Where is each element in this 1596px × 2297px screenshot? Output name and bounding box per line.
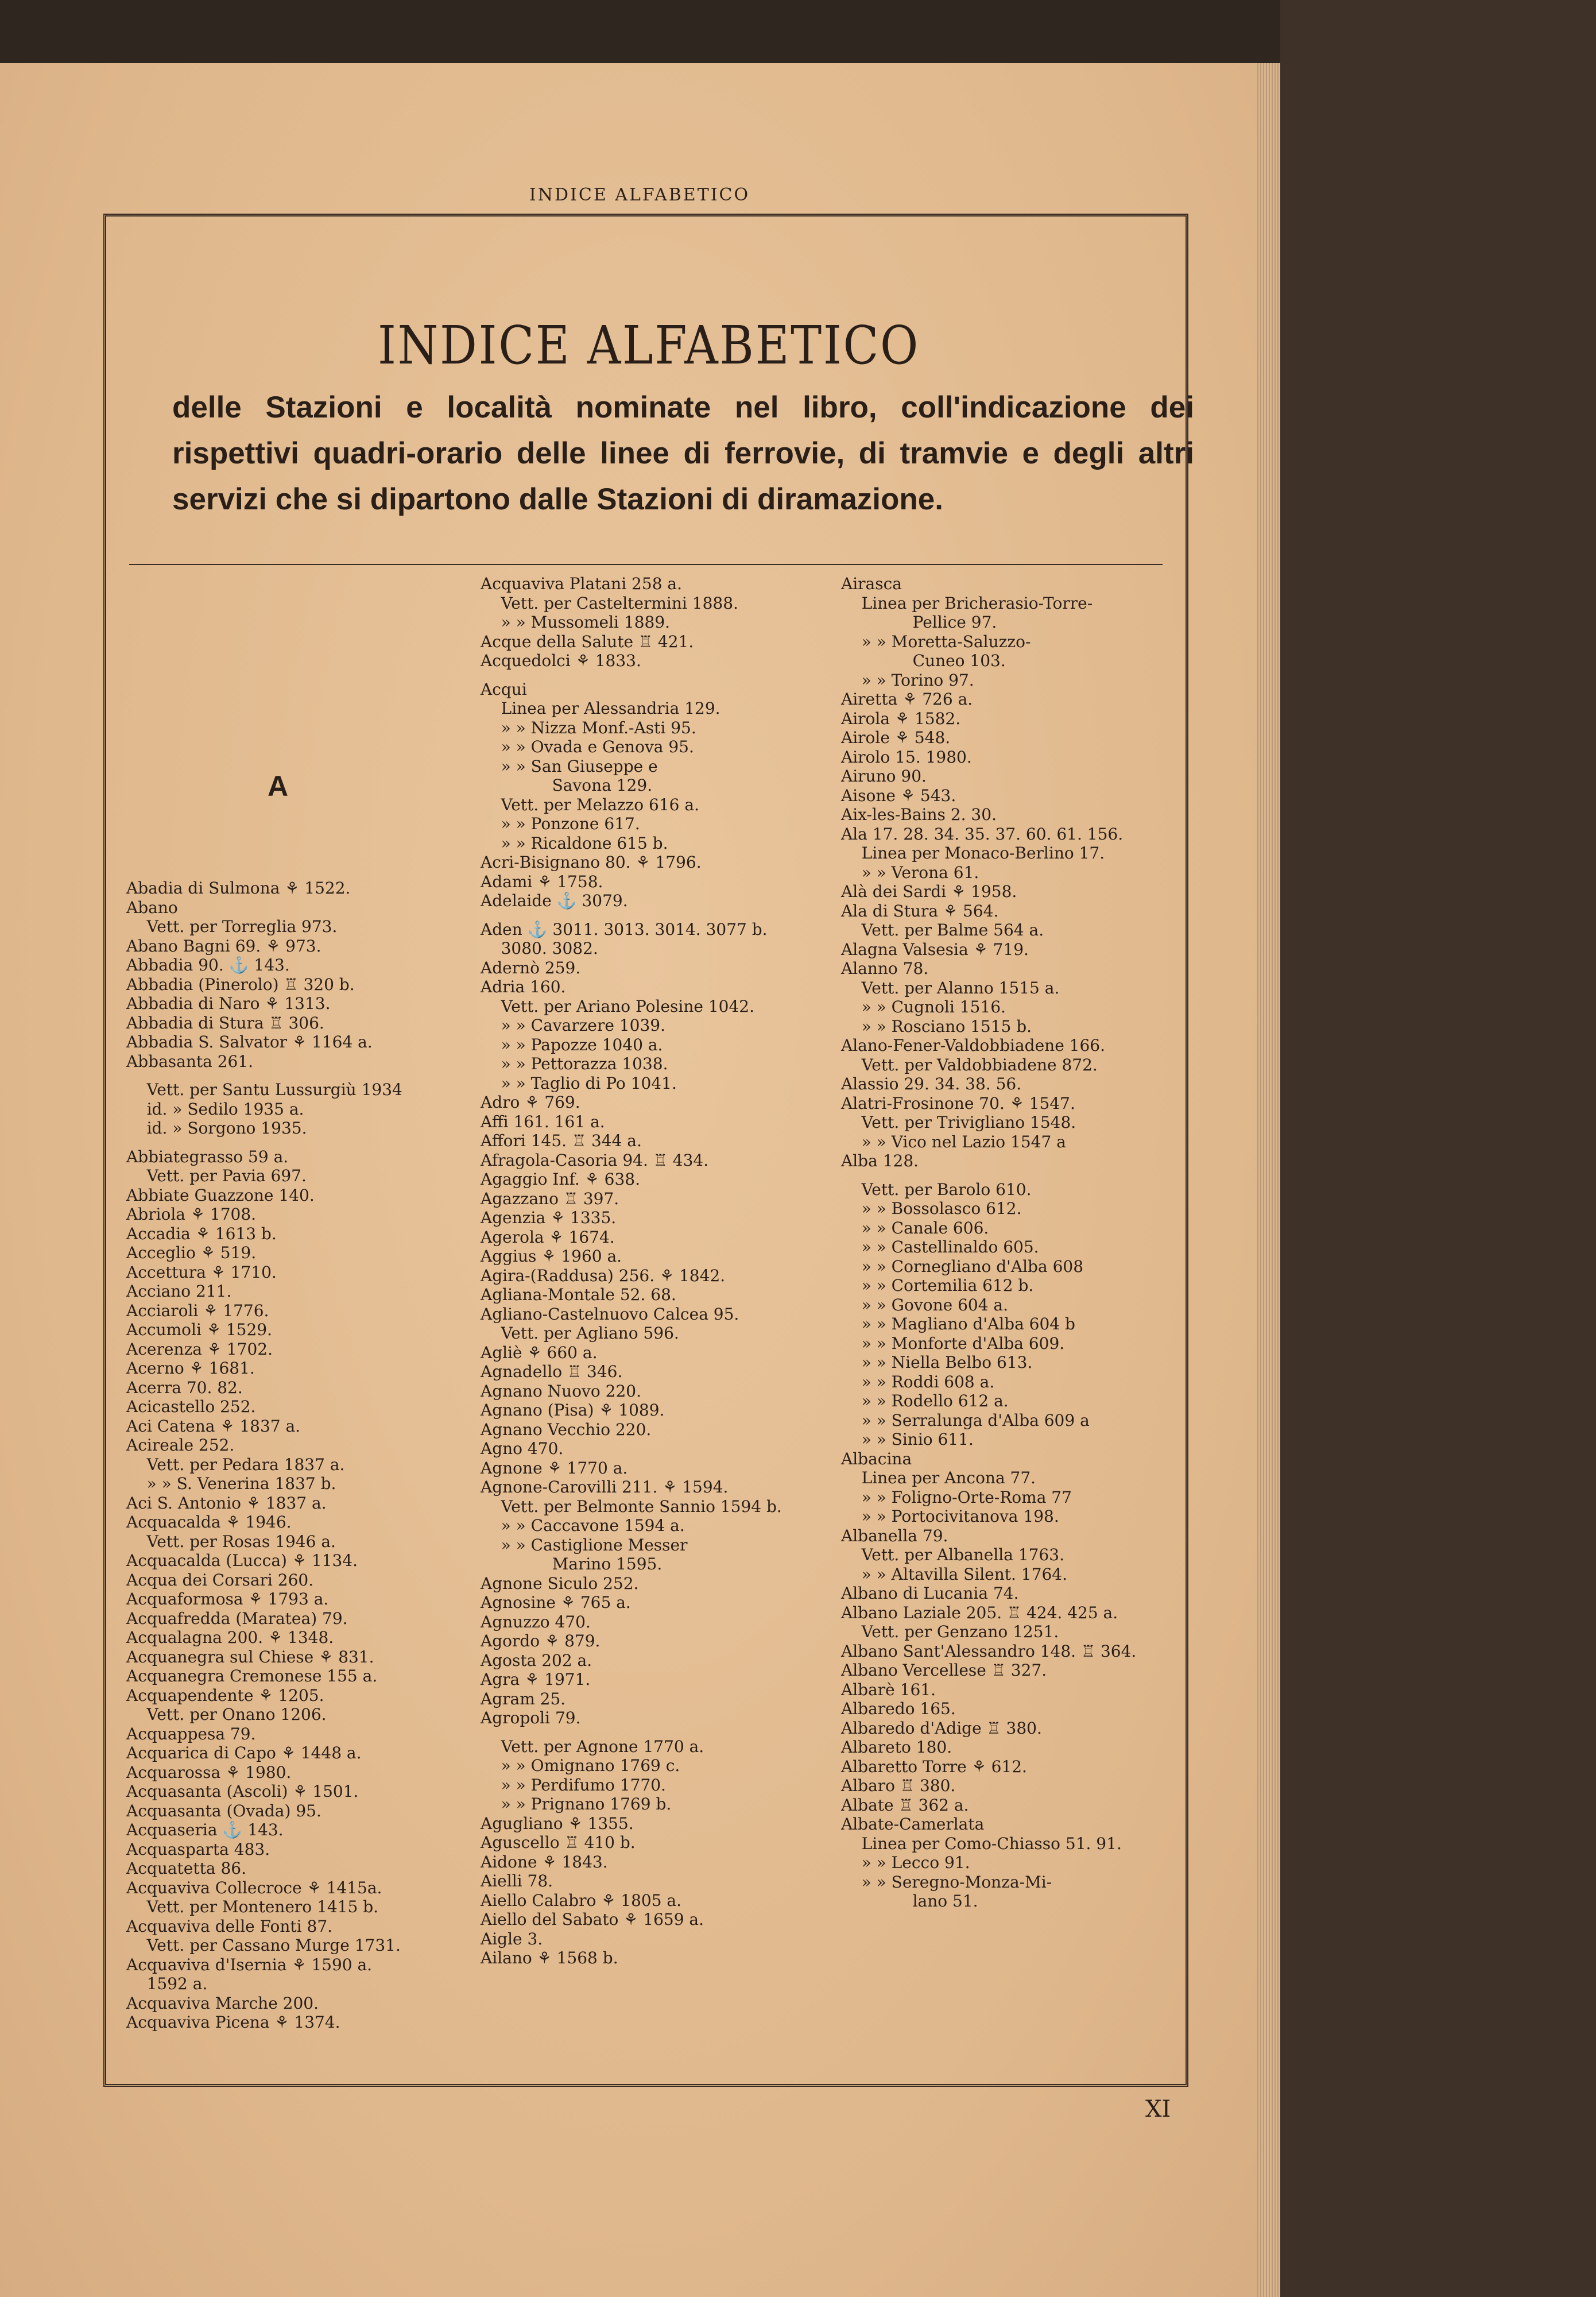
index-entry: Abadia di Sulmona ⚘ 1522. bbox=[126, 879, 351, 898]
index-entry: Aiello Calabro ⚘ 1805 a. bbox=[481, 1890, 681, 1910]
index-entry: Affi 161. 161 a. bbox=[481, 1112, 605, 1131]
index-entry: Acqua dei Corsari 260. bbox=[126, 1570, 314, 1590]
index-entry: Agra ⚘ 1971. bbox=[481, 1670, 591, 1689]
index-entry: Linea per Bricherasio-Torre- bbox=[841, 593, 1093, 613]
index-entry: Abriola ⚘ 1708. bbox=[126, 1205, 257, 1224]
index-entry: Alba 128. bbox=[841, 1151, 919, 1170]
index-entry: Aci S. Antonio ⚘ 1837 a. bbox=[126, 1493, 327, 1513]
index-entry: Aix-les-Bains 2. 30. bbox=[841, 805, 997, 824]
index-entry: Abbiate Guazzone 140. bbox=[126, 1185, 315, 1205]
index-entry: Abbasanta 261. bbox=[126, 1051, 254, 1071]
index-entry: Vett. per Pedara 1837 a. bbox=[126, 1455, 345, 1474]
index-entry: » » San Giuseppe e bbox=[481, 756, 658, 776]
index-entry: Abbadia 90. ⚓ 143. bbox=[126, 956, 290, 975]
index-entry: » » Cornegliano d'Alba 608 bbox=[841, 1256, 1084, 1276]
index-entry: » » Taglio di Po 1041. bbox=[481, 1073, 677, 1093]
index-entry: Acquacalda ⚘ 1946. bbox=[126, 1513, 292, 1532]
index-entry: Albacina bbox=[841, 1449, 912, 1468]
index-entry: Agnano Nuovo 220. bbox=[481, 1381, 641, 1401]
index-entry: Agnone-Carovilli 211. ⚘ 1594. bbox=[481, 1478, 729, 1496]
index-entry: Agerola ⚘ 1674. bbox=[481, 1227, 615, 1247]
index-entry: Ailano ⚘ 1568 b. bbox=[481, 1948, 618, 1967]
index-entry: Agnone ⚘ 1770 a. bbox=[481, 1458, 628, 1478]
index-entry: Vett. per Trivigliano 1548. bbox=[841, 1113, 1076, 1132]
entry-spacer bbox=[481, 1728, 782, 1737]
index-entry: Vett. per Valdobbiadene 872. bbox=[841, 1055, 1098, 1074]
index-entry: Acquaviva d'Isernia ⚘ 1590 a. bbox=[126, 1955, 373, 1974]
entry-spacer bbox=[481, 671, 782, 680]
index-entry: Abano bbox=[126, 898, 178, 917]
index-entry: » » Mussomeli 1889. bbox=[481, 613, 671, 632]
index-entry: Acquappesa 79. bbox=[126, 1724, 256, 1743]
index-entry: Alagna Valsesia ⚘ 719. bbox=[841, 939, 1029, 959]
index-entry: » » Rodello 612 a. bbox=[841, 1391, 1009, 1410]
index-entry: Accadia ⚘ 1613 b. bbox=[126, 1224, 277, 1243]
index-entry: Airolo 15. 1980. bbox=[841, 747, 972, 767]
index-column-3 bbox=[841, 574, 1136, 1911]
index-entry: Acqui bbox=[481, 679, 527, 699]
index-entry: » » Papozze 1040 a. bbox=[481, 1035, 663, 1054]
index-entry: Acquarossa ⚘ 1980. bbox=[126, 1762, 292, 1782]
index-entry: Vett. per Santu Lussurgiù 1934 bbox=[126, 1080, 402, 1099]
index-entry: Acireale 252. bbox=[126, 1436, 235, 1455]
index-entry: » » Sinio 611. bbox=[841, 1430, 974, 1449]
index-entry: » » Bossolasco 612. bbox=[841, 1199, 1022, 1218]
index-entry: Albano Laziale 205. ♖ 424. 425 a. bbox=[841, 1603, 1118, 1622]
index-entry: » » Serralunga d'Alba 609 a bbox=[841, 1410, 1090, 1430]
index-column-1 bbox=[126, 879, 402, 2032]
index-entry: » » Verona 61. bbox=[841, 863, 979, 882]
index-entry: » » Castiglione Messer bbox=[481, 1535, 688, 1554]
index-entry: Agugliano ⚘ 1355. bbox=[481, 1813, 634, 1833]
header-rule bbox=[129, 564, 1163, 565]
index-entry: » » Caccavone 1594 a. bbox=[481, 1516, 685, 1535]
index-entry: » » Ricaldone 615 b. bbox=[481, 833, 668, 853]
index-entry: Albate-Camerlata bbox=[841, 1815, 985, 1834]
index-entry: Acquatetta 86. bbox=[126, 1859, 247, 1878]
page-subtitle: delle Stazioni e località nominate nel libro, coll'indicazione dei rispettivi quadri-orario delle linee di ferrovie, di tramvie e degli altri servizi che si dipartono dalle Stazioni di diramazione. bbox=[172, 390, 1194, 516]
index-entry: Acquapendente ⚘ 1205. bbox=[126, 1685, 324, 1705]
index-entry: Adami ⚘ 1758. bbox=[481, 872, 603, 891]
index-entry: Abano Bagni 69. ⚘ 973. bbox=[126, 936, 321, 956]
index-entry: id. » Sedilo 1935 a. bbox=[126, 1099, 304, 1119]
index-entry: Airole ⚘ 548. bbox=[841, 728, 951, 747]
index-entry: Vett. per Alanno 1515 a. bbox=[841, 978, 1060, 997]
index-entry: Vett. per Belmonte Sannio 1594 b. bbox=[481, 1496, 782, 1516]
index-entry: » » Cugnoli 1516. bbox=[841, 997, 1006, 1016]
index-entry: Abbiategrasso 59 a. bbox=[126, 1147, 289, 1166]
index-entry: » » Pettorazza 1038. bbox=[481, 1054, 668, 1073]
index-entry: » » Castellinaldo 605. bbox=[841, 1238, 1039, 1256]
index-entry: Vett. per Albanella 1763. bbox=[841, 1545, 1064, 1564]
index-entry: Albaredo 165. bbox=[841, 1699, 956, 1718]
index-entry: Agnone Siculo 252. bbox=[481, 1573, 639, 1593]
index-entry: Afragola-Casoria 94. ♖ 434. bbox=[481, 1150, 709, 1170]
index-entry: Acquaviva delle Fonti 87. bbox=[126, 1916, 333, 1936]
index-entry: » » Cortemilia 612 b. bbox=[841, 1276, 1034, 1295]
running-head: INDICE ALFABETICO bbox=[529, 185, 750, 205]
index-entry: Acquedolci ⚘ 1833. bbox=[481, 651, 641, 670]
index-entry: 3080. 3082. bbox=[481, 939, 598, 958]
index-entry: » » Altavilla Silent. 1764. bbox=[841, 1564, 1067, 1584]
page-edge bbox=[1257, 63, 1280, 2297]
index-entry: Acqualagna 200. ⚘ 1348. bbox=[126, 1628, 334, 1647]
index-entry: Alà dei Sardi ⚘ 1958. bbox=[841, 882, 1017, 901]
index-entry: Agordo ⚘ 879. bbox=[481, 1631, 601, 1650]
index-entry: Aigle 3. bbox=[481, 1929, 543, 1948]
index-entry: Acquasparta 483. bbox=[126, 1839, 270, 1859]
index-entry: Adernò 259. bbox=[481, 958, 581, 977]
index-entry: Affori 145. ♖ 344 a. bbox=[481, 1131, 642, 1150]
index-entry: Acciaroli ⚘ 1776. bbox=[126, 1301, 269, 1320]
index-entry: Accumoli ⚘ 1529. bbox=[126, 1320, 272, 1339]
index-entry: Acerra 70. 82. bbox=[126, 1378, 243, 1397]
entry-spacer bbox=[481, 911, 782, 920]
scan-top-band bbox=[0, 0, 1280, 63]
index-entry: Acquanegra sul Chiese ⚘ 831. bbox=[126, 1647, 374, 1666]
index-entry: Acceglio ⚘ 519. bbox=[126, 1243, 257, 1262]
index-entry: Marino 1595. bbox=[481, 1554, 663, 1573]
index-entry: Linea per Monaco-Berlino 17. bbox=[841, 844, 1105, 863]
index-entry: Acquaviva Picena ⚘ 1374. bbox=[126, 2013, 340, 2032]
index-entry: Vett. per Cassano Murge 1731. bbox=[126, 1936, 401, 1955]
index-entry: Aidone ⚘ 1843. bbox=[481, 1852, 608, 1871]
index-entry: Aielli 78. bbox=[481, 1871, 553, 1890]
index-entry: Adria 160. bbox=[481, 977, 566, 996]
index-entry: Airuno 90. bbox=[841, 767, 927, 786]
index-entry: Agnano Vecchio 220. bbox=[481, 1420, 652, 1439]
index-entry: Vett. per Agliano 596. bbox=[481, 1324, 679, 1343]
index-entry: Agira-(Raddusa) 256. ⚘ 1842. bbox=[481, 1266, 726, 1285]
page-number: XI bbox=[1145, 2096, 1171, 2122]
index-entry: Linea per Como-Chiasso 51. 91. bbox=[841, 1834, 1122, 1853]
index-entry: Alatri-Frosinone 70. ⚘ 1547. bbox=[841, 1093, 1075, 1113]
index-entry: lano 51. bbox=[841, 1892, 978, 1911]
index-entry: Acquasanta (Ascoli) ⚘ 1501. bbox=[126, 1782, 359, 1801]
index-entry: Agosta 202 a. bbox=[481, 1650, 592, 1670]
index-entry: Albaro ♖ 380. bbox=[841, 1776, 956, 1795]
index-entry: Abbadia di Naro ⚘ 1313. bbox=[126, 994, 331, 1013]
index-entry: Aden ⚓ 3011. 3013. 3014. 3077 b. bbox=[481, 919, 768, 939]
index-entry: Acquaseria ⚓ 143. bbox=[126, 1820, 284, 1839]
index-entry: Albano di Lucania 74. bbox=[841, 1584, 1019, 1603]
index-entry: Airetta ⚘ 726 a. bbox=[841, 690, 973, 709]
index-entry: Acque della Salute ♖ 421. bbox=[481, 632, 694, 651]
index-entry: » » Perdifumo 1770. bbox=[481, 1775, 666, 1795]
index-entry: Aguscello ♖ 410 b. bbox=[481, 1833, 636, 1852]
index-entry: » » Ovada e Genova 95. bbox=[481, 737, 694, 756]
index-entry: Agliano-Castelnuovo Calcea 95. bbox=[481, 1304, 739, 1324]
index-entry: » » Lecco 91. bbox=[841, 1853, 970, 1872]
index-entry: Vett. per Onano 1206. bbox=[126, 1705, 327, 1724]
index-entry: Acciano 211. bbox=[126, 1282, 232, 1301]
index-entry: Acerno ⚘ 1681. bbox=[126, 1359, 255, 1378]
index-entry: Albareto 180. bbox=[841, 1738, 952, 1757]
index-entry: » » Monforte d'Alba 609. bbox=[841, 1333, 1065, 1353]
index-entry: Agropoli 79. bbox=[481, 1708, 581, 1727]
index-entry: Savona 129. bbox=[481, 776, 653, 795]
index-entry: » » Seregno-Monza-Mi- bbox=[841, 1872, 1052, 1892]
index-entry: Albarè 161. bbox=[841, 1680, 936, 1699]
index-entry: Agliè ⚘ 660 a. bbox=[481, 1343, 598, 1362]
index-entry: Aci Catena ⚘ 1837 a. bbox=[126, 1416, 301, 1436]
index-entry: Vett. per Rosas 1946 a. bbox=[126, 1532, 336, 1551]
entry-spacer bbox=[126, 1138, 402, 1147]
index-entry: Vett. per Genzano 1251. bbox=[841, 1622, 1059, 1641]
index-column-2 bbox=[481, 574, 782, 1968]
index-entry: Abbadia S. Salvator ⚘ 1164 a. bbox=[126, 1033, 373, 1051]
index-entry: » » Cavarzere 1039. bbox=[481, 1016, 666, 1035]
index-entry: Alanno 78. bbox=[841, 959, 929, 978]
index-entry: » » Nizza Monf.-Asti 95. bbox=[481, 718, 696, 737]
index-entry: Acquaviva Platani 258 a. bbox=[481, 574, 682, 593]
index-entry: Acquarica di Capo ⚘ 1448 a. bbox=[126, 1743, 362, 1762]
index-entry: Albanella 79. bbox=[841, 1526, 948, 1545]
index-entry: » » Niella Belbo 613. bbox=[841, 1353, 1033, 1372]
index-entry: » » Roddi 608 a. bbox=[841, 1372, 995, 1391]
index-entry: Pellice 97. bbox=[841, 613, 997, 632]
index-entry: Acri-Bisignano 80. ⚘ 1796. bbox=[481, 853, 702, 872]
index-entry: 1592 a. bbox=[126, 1974, 208, 1993]
index-entry: » » Magliano d'Alba 604 b bbox=[841, 1314, 1075, 1333]
index-entry: Abbadia (Pinerolo) ♖ 320 b. bbox=[126, 975, 355, 994]
index-entry: Acquaviva Marche 200. bbox=[126, 1993, 319, 2013]
index-entry: Acicastello 252. bbox=[126, 1397, 256, 1416]
index-entry: » » Moretta-Saluzzo- bbox=[841, 632, 1031, 651]
index-entry: Agram 25. bbox=[481, 1689, 566, 1708]
index-entry: » » Canale 606. bbox=[841, 1218, 989, 1238]
index-entry: Albate ♖ 362 a. bbox=[841, 1795, 969, 1815]
index-entry: Agazzano ♖ 397. bbox=[481, 1189, 619, 1208]
index-entry: Acquaviva Collecroce ⚘ 1415a. bbox=[126, 1878, 382, 1897]
index-entry: Vett. per Pavia 697. bbox=[126, 1166, 307, 1185]
index-entry: Airola ⚘ 1582. bbox=[841, 709, 961, 728]
index-entry: » » Foligno-Orte-Roma 77 bbox=[841, 1487, 1072, 1507]
index-entry: Agenzia ⚘ 1335. bbox=[481, 1208, 617, 1227]
index-entry: Albaredo d'Adige ♖ 380. bbox=[841, 1718, 1042, 1738]
index-entry: Vett. per Balme 564 a. bbox=[841, 921, 1044, 939]
page-title: INDICE ALFABETICO bbox=[377, 315, 920, 376]
index-entry: Accettura ⚘ 1710. bbox=[126, 1262, 277, 1282]
index-entry: Adro ⚘ 769. bbox=[481, 1093, 580, 1112]
index-entry: Ala di Stura ⚘ 564. bbox=[841, 901, 999, 921]
section-letter: A bbox=[268, 770, 289, 802]
index-entry: » » Omignano 1769 c. bbox=[481, 1756, 680, 1775]
index-entry: Vett. per Ariano Polesine 1042. bbox=[481, 996, 755, 1016]
index-entry: Aiello del Sabato ⚘ 1659 a. bbox=[481, 1910, 704, 1929]
index-entry: Acquafredda (Maratea) 79. bbox=[126, 1608, 348, 1628]
index-entry: Agaggio Inf. ⚘ 638. bbox=[481, 1170, 641, 1189]
index-entry: Albano Sant'Alessandro 148. ♖ 364. bbox=[841, 1641, 1137, 1661]
index-entry: Aggius ⚘ 1960 a. bbox=[481, 1247, 622, 1266]
index-entry: Alano-Fener-Valdobbiadene 166. bbox=[841, 1036, 1106, 1055]
index-entry: Acquacalda (Lucca) ⚘ 1134. bbox=[126, 1551, 358, 1570]
index-entry: Adelaide ⚓ 3079. bbox=[481, 891, 628, 910]
index-entry: Acquaformosa ⚘ 1793 a. bbox=[126, 1590, 329, 1608]
index-entry: Alassio 29. 34. 38. 56. bbox=[841, 1074, 1022, 1093]
index-entry: » » Ponzone 617. bbox=[481, 814, 640, 833]
index-entry: Agnosine ⚘ 765 a. bbox=[481, 1593, 631, 1612]
index-entry: » » Vico nel Lazio 1547 a bbox=[841, 1132, 1066, 1151]
index-entry: » » S. Venerina 1837 b. bbox=[126, 1474, 336, 1493]
index-entry: Aisone ⚘ 543. bbox=[841, 786, 956, 805]
index-entry: Vett. per Melazzo 616 a. bbox=[481, 795, 699, 814]
index-entry: Vett. per Agnone 1770 a. bbox=[481, 1737, 704, 1756]
index-entry: Linea per Alessandria 129. bbox=[481, 699, 720, 718]
index-entry: Airasca bbox=[841, 574, 902, 593]
index-entry: Albano Vercellese ♖ 327. bbox=[841, 1661, 1047, 1680]
index-entry: » » Govone 604 a. bbox=[841, 1295, 1009, 1314]
index-entry: Acerenza ⚘ 1702. bbox=[126, 1339, 273, 1359]
scan-background bbox=[1280, 0, 1596, 2297]
index-entry: Vett. per Torreglia 973. bbox=[126, 917, 338, 936]
index-entry: » » Rosciano 1515 b. bbox=[841, 1016, 1032, 1036]
index-entry: Acquanegra Cremonese 155 a. bbox=[126, 1666, 378, 1685]
index-entry: Agliana-Montale 52. 68. bbox=[481, 1285, 676, 1304]
index-entry: Agnuzzo 470. bbox=[481, 1612, 591, 1631]
index-entry: Cuneo 103. bbox=[841, 651, 1006, 670]
index-entry: Agnadello ♖ 346. bbox=[481, 1362, 623, 1381]
index-entry: Linea per Ancona 77. bbox=[841, 1468, 1036, 1487]
index-entry: Agno 470. bbox=[481, 1439, 564, 1458]
index-entry: Vett. per Casteltermini 1888. bbox=[481, 593, 738, 613]
index-entry: Abbadia di Stura ♖ 306. bbox=[126, 1013, 324, 1033]
index-entry: Albaretto Torre ⚘ 612. bbox=[841, 1757, 1027, 1776]
index-entry: id. » Sorgono 1935. bbox=[126, 1119, 307, 1138]
index-entry: Vett. per Montenero 1415 b. bbox=[126, 1897, 379, 1916]
index-entry: » » Prignano 1769 b. bbox=[481, 1795, 672, 1813]
index-entry: Ala 17. 28. 34. 35. 37. 60. 61. 156. bbox=[841, 824, 1124, 844]
entry-spacer bbox=[841, 1171, 1136, 1180]
entry-spacer bbox=[126, 1071, 402, 1080]
index-entry: Agnano (Pisa) ⚘ 1089. bbox=[481, 1401, 665, 1420]
index-entry: » » Torino 97. bbox=[841, 670, 974, 690]
index-entry: Vett. per Barolo 610. bbox=[841, 1180, 1032, 1199]
index-entry: » » Portocivitanova 198. bbox=[841, 1507, 1059, 1526]
index-entry: Acquasanta (Ovada) 95. bbox=[126, 1801, 321, 1820]
